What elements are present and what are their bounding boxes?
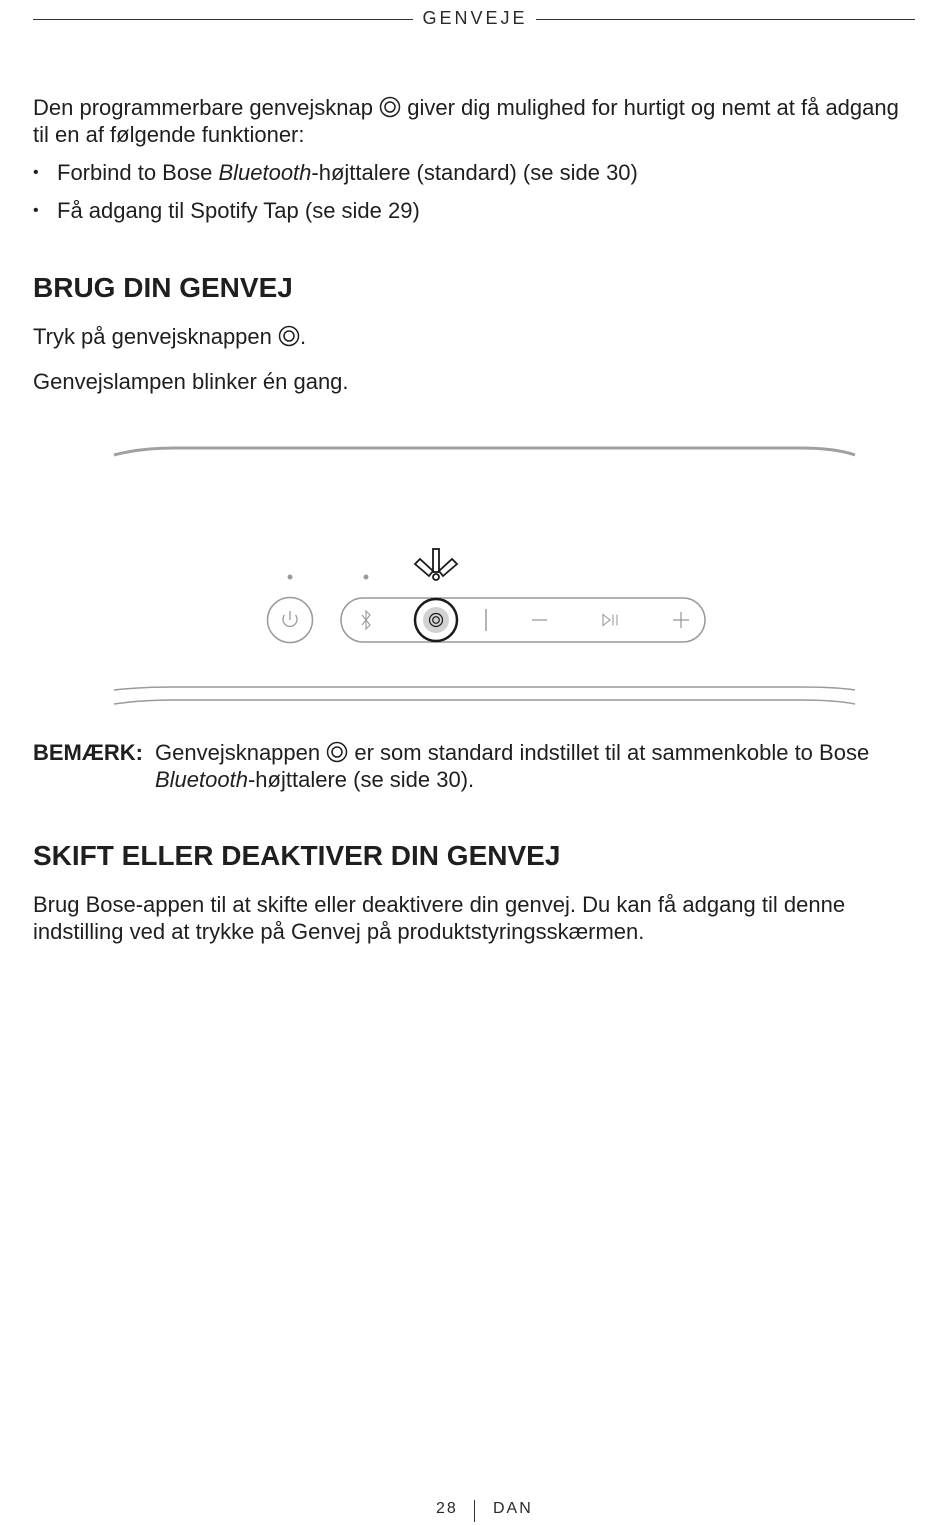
speaker-bottom-edge-1 (114, 687, 855, 690)
speaker-top-illustration (0, 430, 950, 720)
power-button[interactable] (268, 598, 313, 643)
plus-icon (673, 612, 689, 628)
shortcut-button[interactable] (415, 599, 457, 641)
step-result-text: Genvejslampen blinker én gang. (33, 369, 349, 394)
power-indicator-light (288, 575, 293, 580)
section-body: Brug Bose-appen til at skifte eller deaktivere din genvej. Du kan få adgang til denne indstilling ved at trykke på Genvej på produktstyringsskærmen. (33, 892, 846, 944)
bullet-dot: • (33, 164, 39, 181)
header-title: GENVEJE (0, 8, 950, 29)
blink-indicator-icon (415, 549, 457, 580)
volume-up-button[interactable] (673, 612, 689, 628)
bluetooth-indicator-light (364, 575, 369, 580)
play-pause-button[interactable] (603, 615, 617, 626)
shortcut-icon (326, 741, 348, 763)
shortcut-icon (379, 96, 401, 118)
note-label: BEMÆRK: (33, 740, 143, 765)
speaker-bottom-edge-2 (114, 700, 855, 704)
page-number: 28 (436, 1500, 458, 1517)
bluetooth-button[interactable] (362, 611, 370, 629)
footer-divider (474, 1500, 475, 1522)
power-icon (283, 611, 297, 626)
intro-paragraph: Den programmerbare genvejsknap giver dig mulighed for hurtigt og nemt at få adgang til en af følgende funktioner: (33, 95, 899, 147)
control-panel (341, 598, 705, 642)
section-heading: SKIFT ELLER DEAKTIVER DIN GENVEJ (33, 840, 561, 871)
step-text: Tryk på genvejsknappen . (33, 324, 307, 349)
section-heading: BRUG DIN GENVEJ (33, 272, 293, 303)
bluetooth-icon (362, 611, 370, 629)
note-text: Genvejsknappen er som standard indstillet til at sammenkoble to Bose Bluetooth-højttalere (se side 30). (155, 740, 870, 792)
shortcut-icon (278, 325, 300, 347)
play-pause-icon (603, 615, 617, 626)
language-code: DAN (493, 1500, 533, 1517)
speaker-top-edge (114, 448, 855, 455)
bullet-dot: • (33, 202, 39, 219)
